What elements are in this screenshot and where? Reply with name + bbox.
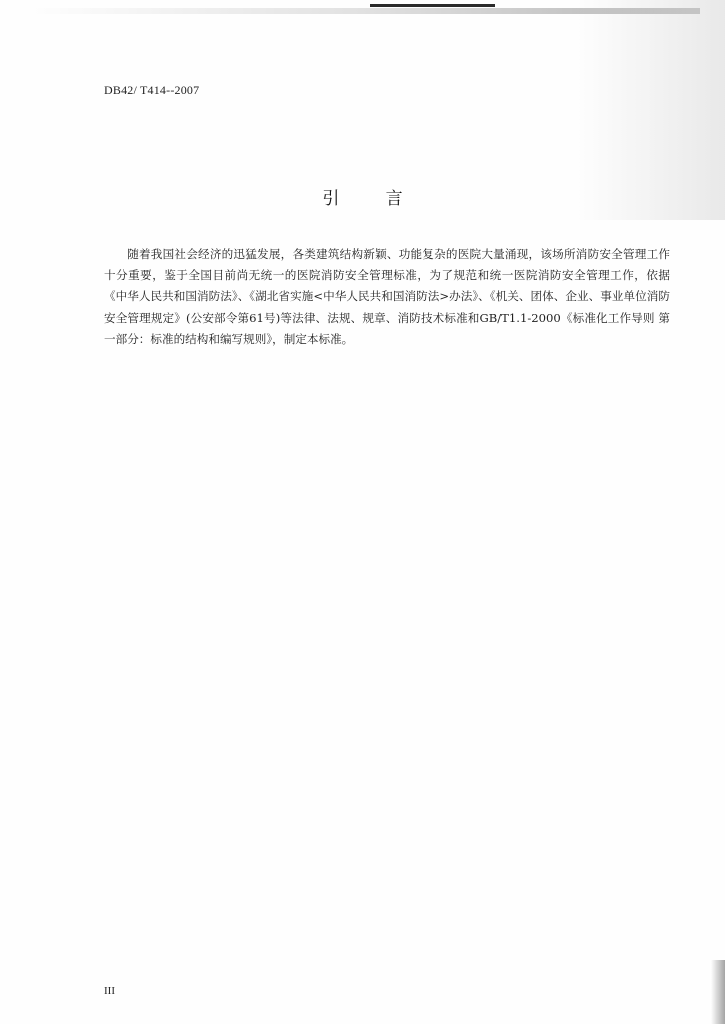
page-title: 引 言 — [322, 189, 403, 209]
page-number: III — [104, 985, 115, 997]
scan-artifact-right-bottom — [711, 960, 725, 1024]
document-code: DB42/ T414--2007 — [104, 83, 200, 97]
scan-artifact-top-dark — [370, 4, 495, 7]
introduction-paragraph: 随着我国社会经济的迅猛发展，各类建筑结构新颖、功能复杂的医院大量涌现，该场所消防安全管理工作十分重要，鉴于全国目前尚无统一的医院消防安全管理标准，为了规范和统一医院消防安全管理工作，依据《中华人民共和国消防法》、《湖北省实施<中华人民共和国消防法>办法》、《机关、团体、企业、事业单位消防安全管理规定》(公安部令第61号)等法律、法规、规章、消防技术标准和GB/T1.1-2000《标准化工作导则 第一部分：标准的结构和编写规则》，制定本标准。 — [104, 247, 670, 346]
